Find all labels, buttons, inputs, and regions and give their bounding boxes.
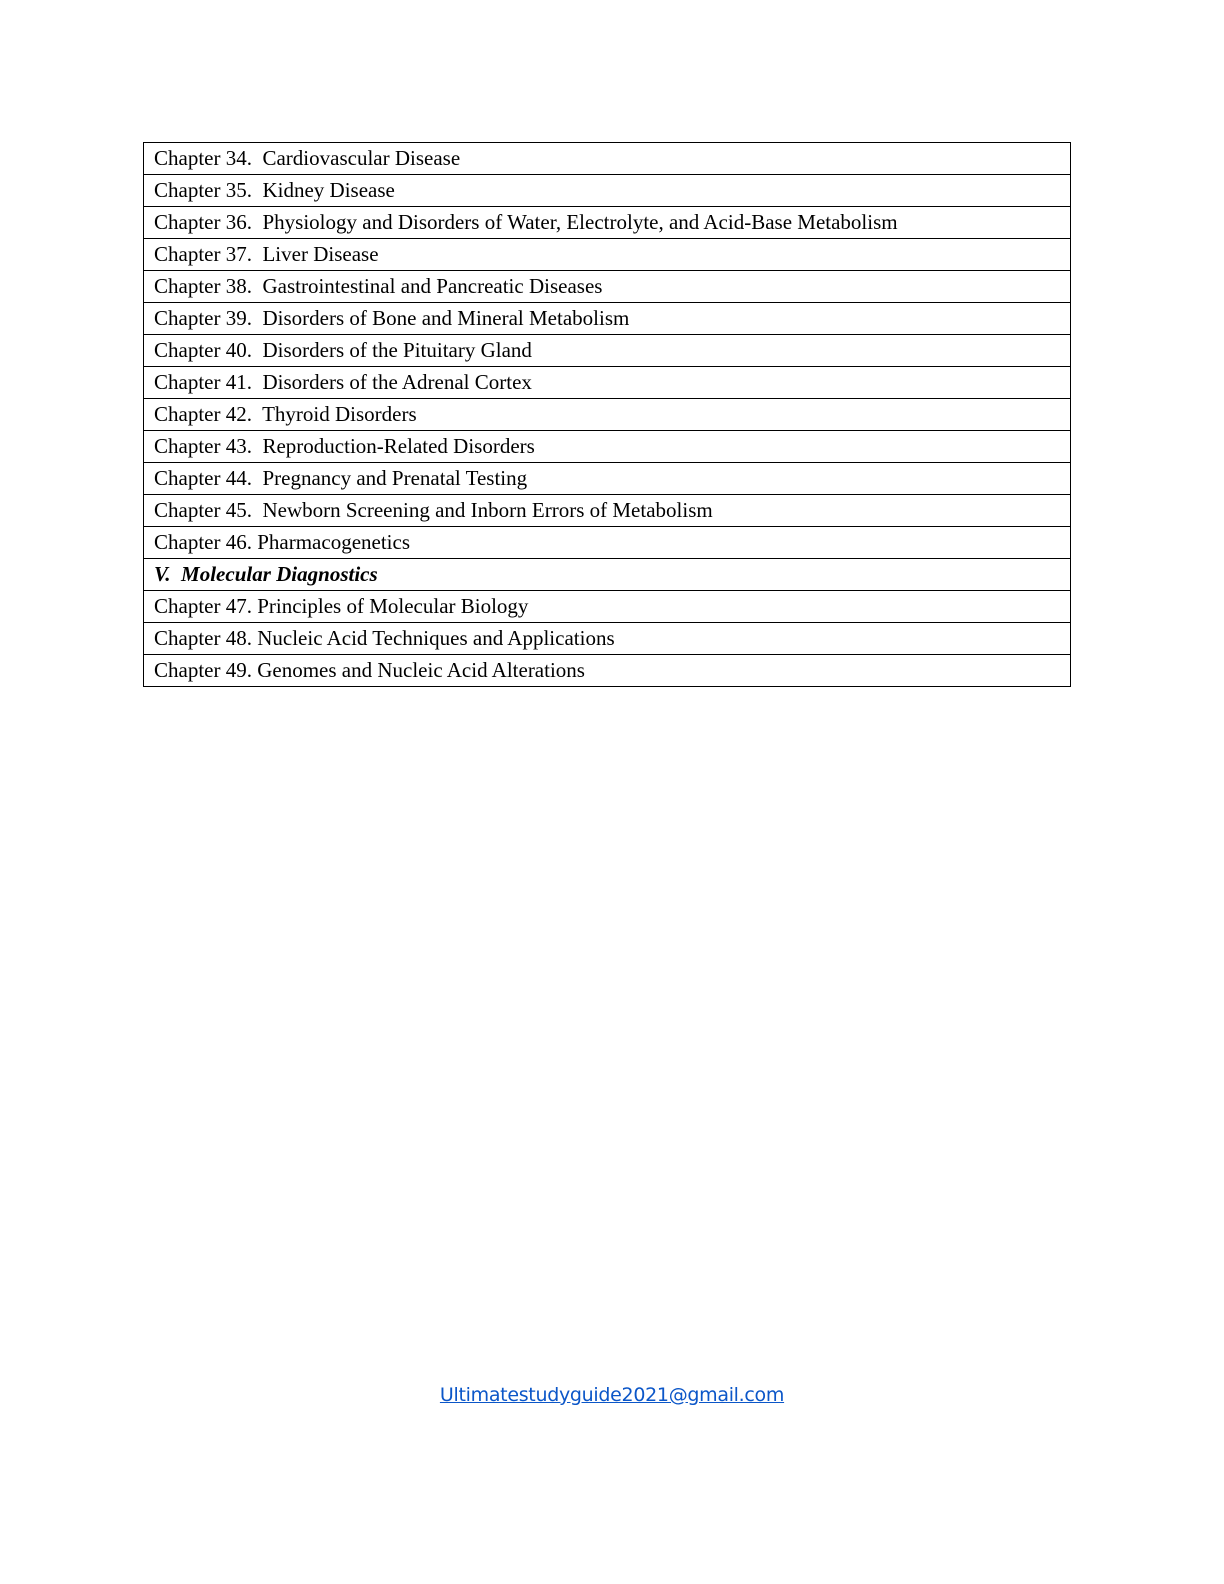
table-row — [144, 207, 1071, 239]
table-row — [144, 367, 1071, 399]
toc-entry: Chapter 35. Kidney Disease — [144, 175, 1071, 207]
footer — [0, 1382, 1224, 1408]
toc-entry: Chapter 48. Nucleic Acid Techniques and Applications — [144, 623, 1071, 655]
toc-entry: Chapter 41. Disorders of the Adrenal Cortex — [144, 367, 1071, 399]
toc-entry: Chapter 42. Thyroid Disorders — [144, 399, 1071, 431]
table-row — [144, 399, 1071, 431]
email-link[interactable]: Ultimatestudyguide2021@gmail.com — [439, 1384, 785, 1406]
table-row — [144, 175, 1071, 207]
table-row — [144, 623, 1071, 655]
table-row — [144, 271, 1071, 303]
toc-entry: Chapter 36. Physiology and Disorders of Water, Electrolyte, and Acid-Base Metabolism — [144, 207, 1071, 239]
toc-entry: Chapter 39. Disorders of Bone and Mineral Metabolism — [144, 303, 1071, 335]
table-row — [144, 239, 1071, 271]
toc-entry: Chapter 46. Pharmacogenetics — [144, 527, 1071, 559]
toc-entry: Chapter 43. Reproduction-Related Disorders — [144, 431, 1071, 463]
section-heading-row — [144, 559, 1071, 591]
table-row — [144, 303, 1071, 335]
table-of-contents — [143, 142, 1071, 687]
section-heading: V. Molecular Diagnostics — [144, 559, 1071, 591]
toc-entry: Chapter 47. Principles of Molecular Biology — [144, 591, 1071, 623]
toc-entry: Chapter 38. Gastrointestinal and Pancreatic Diseases — [144, 271, 1071, 303]
table-row — [144, 463, 1071, 495]
table-row — [144, 655, 1071, 687]
toc-entry: Chapter 45. Newborn Screening and Inborn Errors of Metabolism — [144, 495, 1071, 527]
toc-entry: Chapter 44. Pregnancy and Prenatal Testing — [144, 463, 1071, 495]
toc-entry: Chapter 49. Genomes and Nucleic Acid Alterations — [144, 655, 1071, 687]
toc-body — [144, 143, 1071, 687]
table-row — [144, 495, 1071, 527]
table-row — [144, 591, 1071, 623]
table-row — [144, 335, 1071, 367]
toc-entry: Chapter 34. Cardiovascular Disease — [144, 143, 1071, 175]
toc-entry: Chapter 40. Disorders of the Pituitary Gland — [144, 335, 1071, 367]
table-row — [144, 143, 1071, 175]
toc-entry: Chapter 37. Liver Disease — [144, 239, 1071, 271]
table-row — [144, 527, 1071, 559]
table-row — [144, 431, 1071, 463]
